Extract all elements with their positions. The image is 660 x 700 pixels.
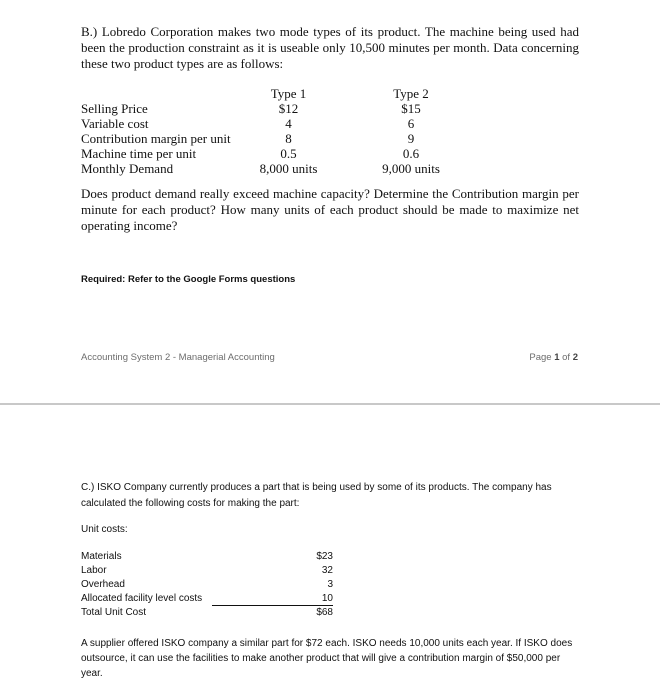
cost-label: Materials <box>81 551 122 562</box>
row-label: Contribution margin per unit <box>81 131 231 146</box>
cost-amount: $68 <box>316 607 333 618</box>
row-label: Monthly Demand <box>81 161 174 176</box>
row-label: Variable cost <box>81 116 149 131</box>
page-word: Page <box>529 352 552 363</box>
row-label: Machine time per unit <box>81 146 197 161</box>
type-2-value: $15 <box>401 101 421 116</box>
type-2-value: 6 <box>407 116 415 131</box>
footer-page-number <box>529 352 578 363</box>
header-type-1: Type 1 <box>270 86 307 101</box>
current-page: 1 <box>554 352 560 363</box>
type-2-value: 0.6 <box>402 146 420 161</box>
cost-label: Allocated facility level costs <box>81 593 203 604</box>
unit-costs-heading: Unit costs: <box>81 524 128 535</box>
subtotal-rule <box>212 605 333 606</box>
total-pages: 2 <box>572 352 578 363</box>
row-label: Selling Price <box>81 101 148 116</box>
type-1-value: $12 <box>278 101 299 116</box>
cost-amount: 10 <box>321 593 333 604</box>
cost-amount: $23 <box>316 551 333 562</box>
supplier-offer-paragraph: A supplier offered ISKO company a similar part for $72 each. ISKO needs 10,000 units each year. If ISKO does outsource, it can use the facilities to make another product that will give a contribution margin of $50,000 per year. <box>81 638 573 679</box>
page-divider <box>0 403 660 405</box>
cost-amount: 32 <box>321 565 333 576</box>
required-note: Required: Refer to the Google Forms questions <box>81 274 296 285</box>
footer-course-title: Accounting System 2 - Managerial Accounting <box>81 352 275 363</box>
type-2-value: 9 <box>407 131 415 146</box>
cost-label: Total Unit Cost <box>81 607 147 618</box>
type-1-value: 4 <box>285 116 292 131</box>
type-2-value: 9,000 units <box>382 161 440 176</box>
cost-label: Labor <box>81 565 107 576</box>
problem-b-question: Does product demand really exceed machine capacity? Determine the Contribution margin per minute for each product? How many units of each product should be made to maximize net operating income? <box>81 186 579 233</box>
type-1-value: 8 <box>285 131 292 146</box>
type-1-value: 0.5 <box>280 146 297 161</box>
problem-c-intro: C.) ISKO Company currently produces a part that is being used by some of its products. The company has calculated the following costs for making the part: <box>81 482 552 509</box>
problem-b-intro: B.) Lobredo Corporation makes two mode types of its product. The machine being used had been the production constraint as it is useable only 10,500 minutes per month. Data concerning these two product types are as follows: <box>81 24 579 71</box>
of-word: of <box>562 352 571 363</box>
type-1-value: 8,000 units <box>259 161 318 176</box>
header-type-2: Type 2 <box>393 86 429 101</box>
cost-label: Overhead <box>81 579 125 590</box>
cost-amount: 3 <box>327 579 333 590</box>
